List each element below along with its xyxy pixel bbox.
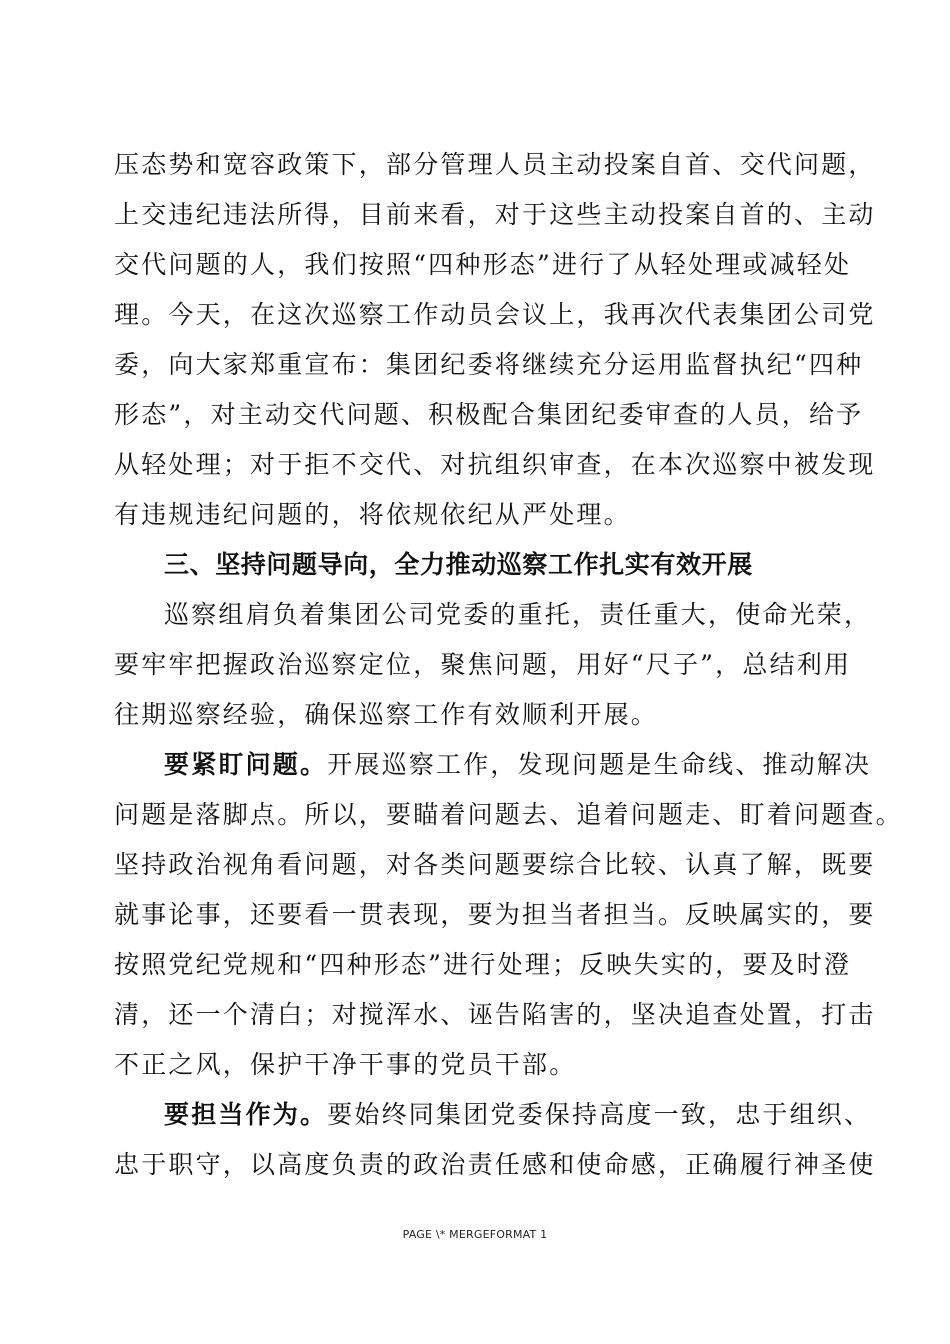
paragraph-lead: 要紧盯问题。	[164, 750, 328, 779]
text-line	[114, 1090, 872, 1140]
text-line: 往期巡察经验，确保巡察工作有效顺利开展。	[114, 700, 659, 729]
text-line: 清，还一个清白；对搅浑水、诬告陷害的，坚决追查处置，打击	[114, 1000, 876, 1029]
paragraph-3	[114, 740, 903, 1090]
document-body	[114, 140, 903, 1190]
text-line	[114, 740, 872, 790]
section-heading: 三、坚持问题导向，全力推动巡察工作扎实有效开展	[164, 550, 753, 579]
text-line: 巡察组肩负着集团公司党委的重托，责任重大，使命光荣，	[164, 600, 872, 629]
text-run: 要始终同集团党委保持高度一致，忠于组织、	[327, 1100, 872, 1129]
text-line: 按照党纪党规和“四种形态”进行处理；反映失实的，要及时澄	[114, 950, 852, 979]
text-line: 上交违纪违法所得，目前来看，对于这些主动投案自首的、主动	[114, 200, 876, 229]
text-line: 不正之风，保护干净干事的党员干部。	[114, 1050, 577, 1079]
paragraph-2	[114, 590, 872, 740]
text-run: 开展巡察工作，发现问题是生命线、推动解决	[327, 750, 872, 779]
page-footer: PAGE \* MERGEFORMAT 1	[402, 1228, 548, 1241]
text-line: 坚持政治视角看问题，对各类问题要综合比较、认真了解，既要	[114, 850, 876, 879]
text-line: 要牢牢把握政治巡察定位，聚焦问题，用好“尺子”，总结利用	[114, 650, 852, 679]
text-line: 有违规违纪问题的，将依规依纪从严处理。	[114, 500, 631, 529]
paragraph-lead: 要担当作为。	[164, 1100, 328, 1129]
text-line: 理。今天，在这次巡察工作动员会议上，我再次代表集团公司党	[114, 300, 876, 329]
paragraph-4	[114, 1090, 876, 1190]
text-line: 问题是落脚点。所以，要瞄着问题去、追着问题走、盯着问题查。	[114, 800, 903, 829]
text-line: 交代问题的人，我们按照“四种形态”进行了从轻处理或减轻处	[114, 250, 852, 279]
text-line: 忠于职守，以高度负责的政治责任感和使命感，正确履行神圣使	[114, 1150, 876, 1179]
text-line: 委，向大家郑重宣布：集团纪委将继续充分运用监督执纪“四种	[114, 350, 864, 379]
text-line: 压态势和宽容政策下，部分管理人员主动投案自首、交代问题，	[114, 150, 876, 179]
paragraph-1	[114, 140, 876, 540]
text-line: 形态”，对主动交代问题、积极配合集团纪委审查的人员，给予	[114, 400, 864, 429]
text-line: 从轻处理；对于拒不交代、对抗组织审查，在本次巡察中被发现	[114, 450, 876, 479]
text-line: 就事论事，还要看一贯表现，要为担当者担当。反映属实的，要	[114, 900, 876, 929]
